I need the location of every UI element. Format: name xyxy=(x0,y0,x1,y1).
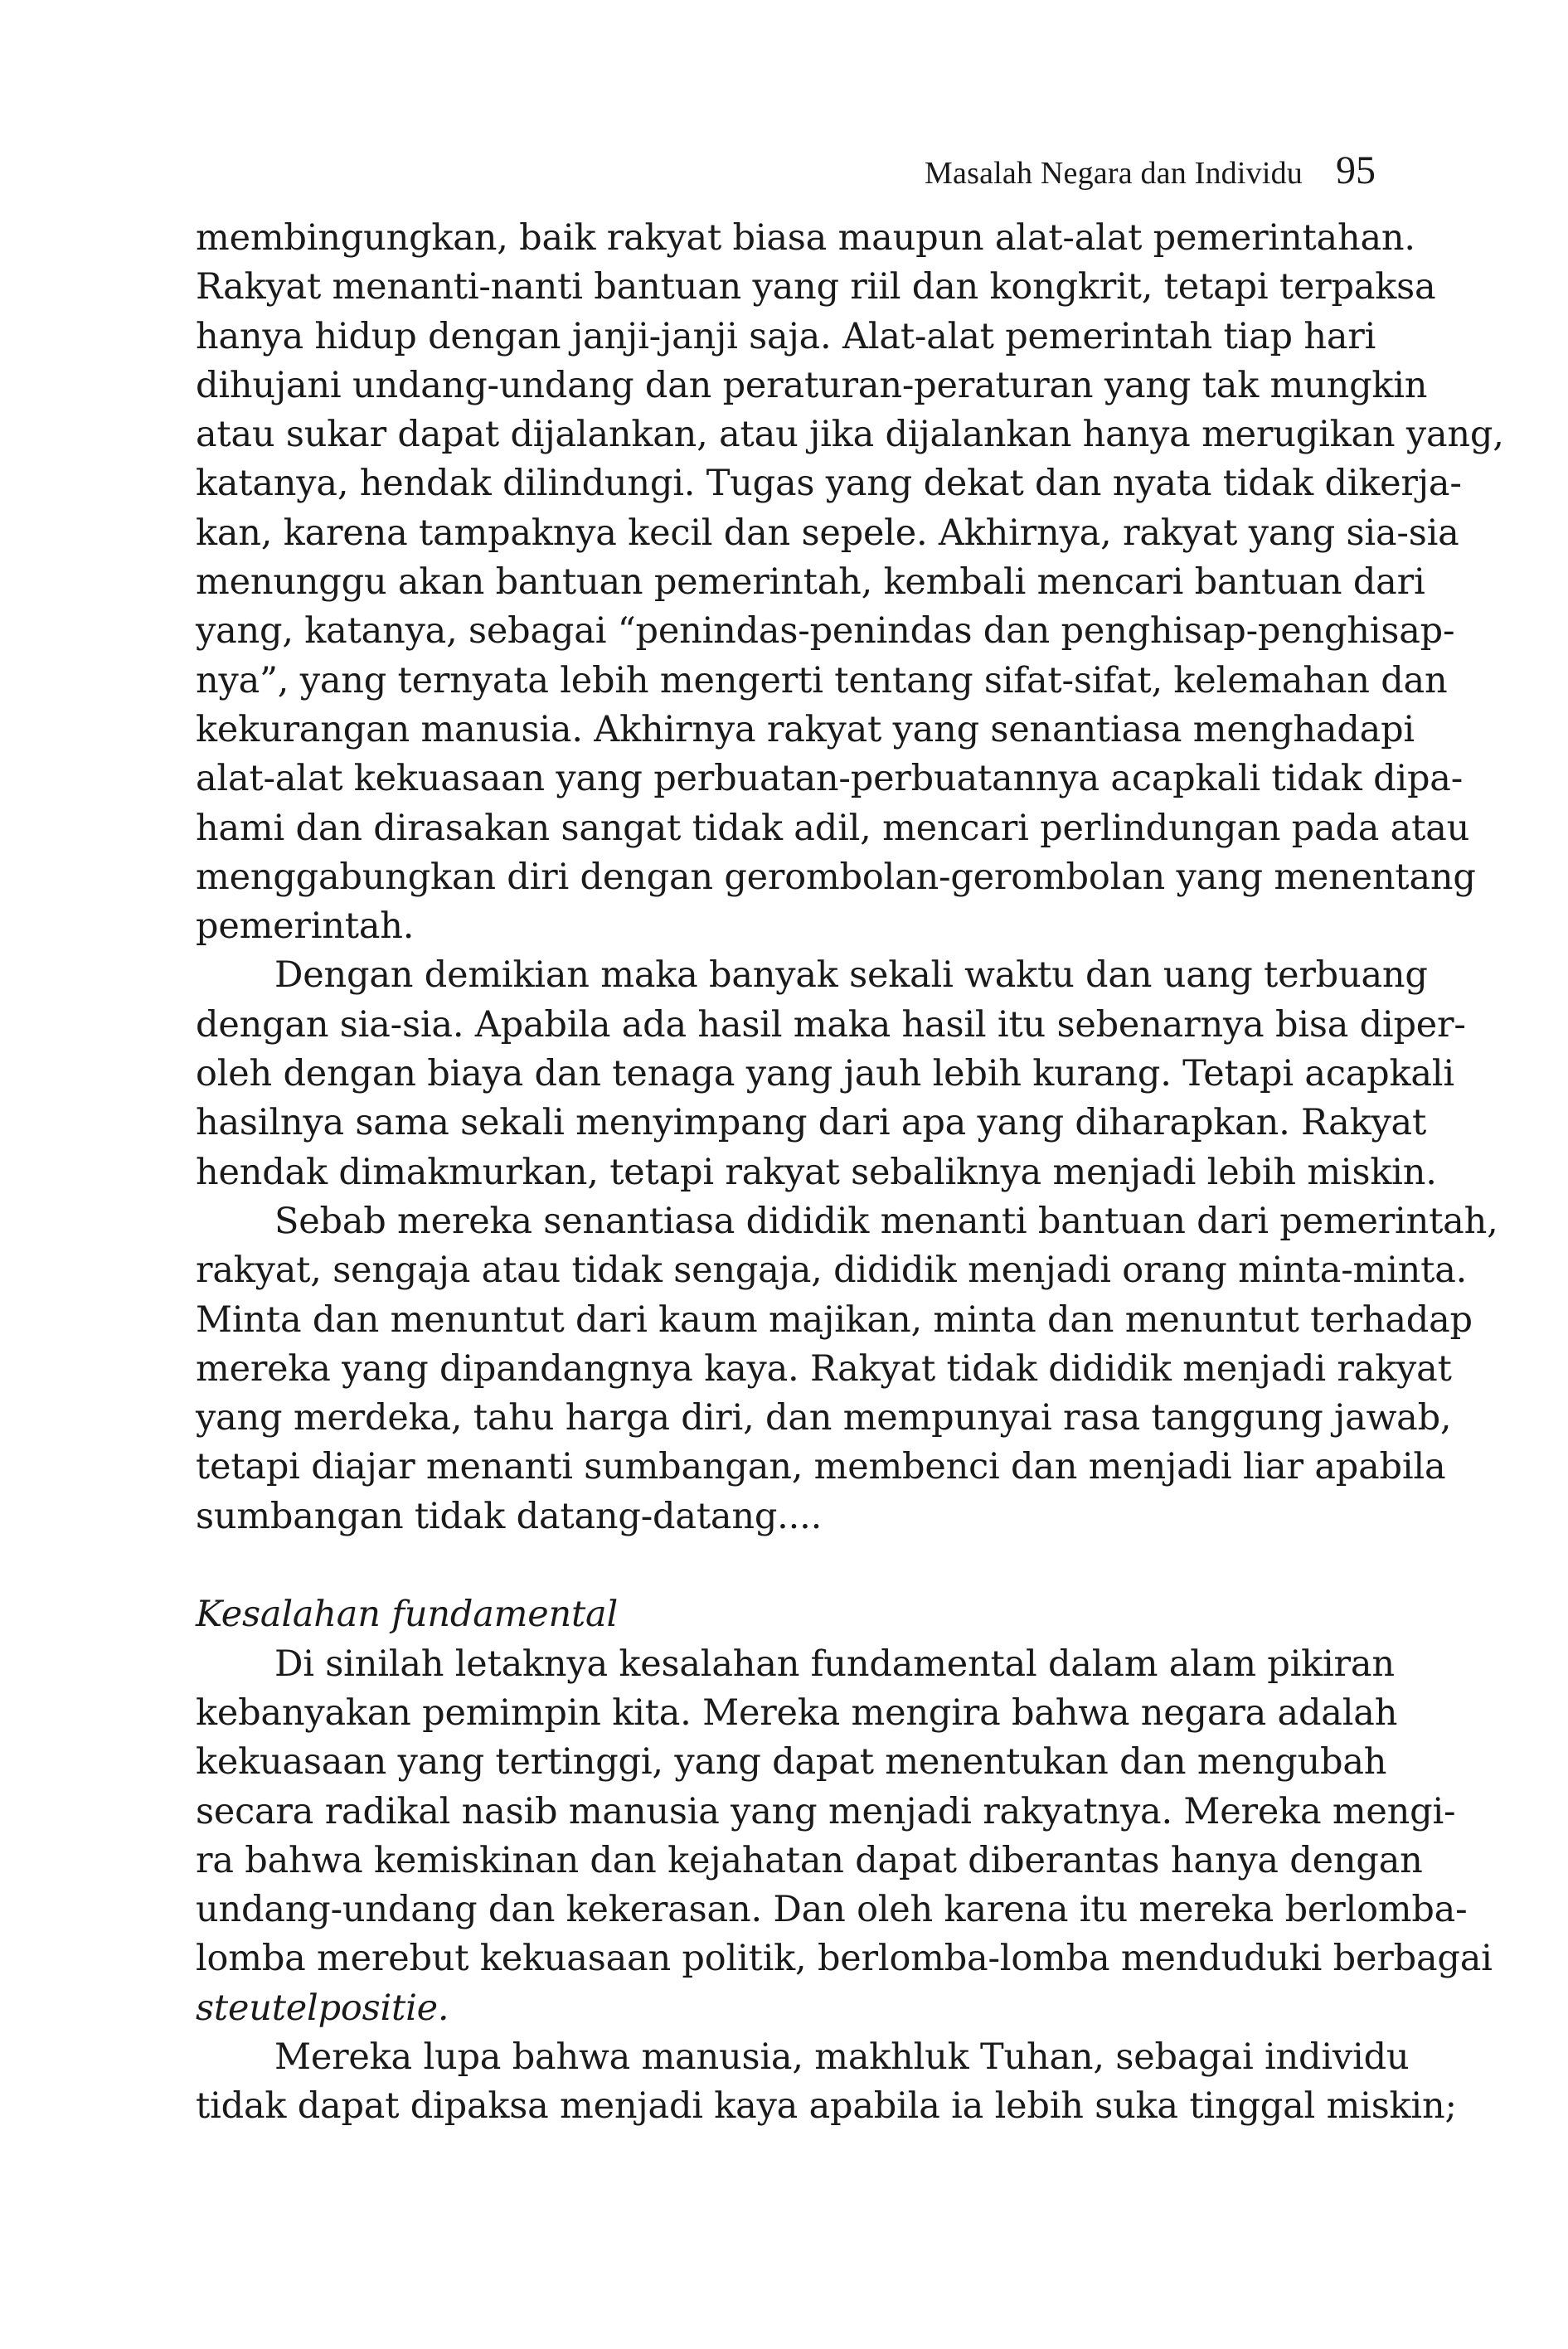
text-line: atau sukar dapat dijalankan, atau jika dijalankan hanya merugikan yang, xyxy=(196,414,1504,456)
text-line: oleh dengan biaya dan tenaga yang jauh lebih kurang. Tetapi acapkali xyxy=(196,1053,1454,1095)
text-line: hami dan dirasakan sangat tidak adil, mencari perlindungan pada atau xyxy=(196,807,1470,849)
page-number: 95 xyxy=(1336,148,1376,192)
text-line: rakyat, sengaja atau tidak sengaja, dididik menjadi orang minta-minta. xyxy=(196,1250,1468,1292)
paragraph-4 xyxy=(196,1640,1493,2033)
text-line: yang, katanya, sebagai “penindas-penindas dan penghisap-penghisap- xyxy=(196,610,1455,653)
text-line: steutelpositie. xyxy=(196,1987,449,2029)
text-line: tetapi diajar menanti sumbangan, membenci dan menjadi liar apabila xyxy=(196,1446,1446,1488)
text-line: ra bahwa kemiskinan dan kejahatan dapat diberantas hanya dengan xyxy=(196,1839,1423,1881)
text-line: yang merdeka, tahu harga diri, dan mempunyai rasa tanggung jawab, xyxy=(196,1397,1452,1439)
text-line: Dengan demikian maka banyak sekali waktu dan uang terbuang xyxy=(274,954,1428,997)
paragraph-3 xyxy=(196,1197,1498,1541)
running-title: Masalah Negara dan Individu xyxy=(925,156,1303,191)
text-line: kekuasaan yang tertinggi, yang dapat menentukan dan mengubah xyxy=(196,1741,1387,1784)
paragraph-2 xyxy=(196,951,1466,1196)
text-line: hendak dimakmurkan, tetapi rakyat sebaliknya menjadi lebih miskin. xyxy=(196,1151,1437,1193)
text-line: Rakyat menanti-nanti bantuan yang riil dan kongkrit, tetapi terpaksa xyxy=(196,266,1436,308)
section-spacer xyxy=(196,1541,1375,1590)
text-line: katanya, hendak dilindungi. Tugas yang dekat dan nyata tidak dikerja- xyxy=(196,463,1462,505)
text-line: hanya hidup dengan janji-janji saja. Alat-alat pemerintah tiap hari xyxy=(196,315,1376,357)
text-line: kan, karena tampaknya kecil dan sepele. Akhirnya, rakyat yang sia-sia xyxy=(196,512,1459,554)
text-line: nya”, yang ternyata lebih mengerti tentang sifat-sifat, kelemahan dan xyxy=(196,659,1448,701)
paragraph-1 xyxy=(196,214,1504,951)
text-line: kebanyakan pemimpin kita. Mereka mengira bahwa negara adalah xyxy=(196,1691,1398,1734)
section-heading: Kesalahan fundamental xyxy=(196,1594,619,1636)
text-line: kekurangan manusia. Akhirnya rakyat yang senantiasa menghadapi xyxy=(196,708,1415,750)
text-line: menggabungkan diri dengan gerombolan-gerombolan yang menentang xyxy=(196,856,1476,898)
text-line: Mereka lupa bahwa manusia, makhluk Tuhan, sebagai individu xyxy=(274,2036,1410,2078)
text-line: lomba merebut kekuasaan politik, berlomba-lomba menduduki berbagai xyxy=(196,1938,1493,1980)
text-line: Minta dan menuntut dari kaum majikan, minta dan menuntut terhadap xyxy=(196,1298,1473,1341)
text-line: undang-undang dan kekerasan. Dan oleh karena itu mereka berlomba- xyxy=(196,1889,1468,1931)
text-line: menunggu akan bantuan pemerintah, kembali mencari bantuan dari xyxy=(196,561,1425,604)
text-line: dihujani undang-undang dan peraturan-peraturan yang tak mungkin xyxy=(196,364,1428,406)
text-line: tidak dapat dipaksa menjadi kaya apabila ia lebih suka tinggal miskin; xyxy=(196,2085,1457,2128)
text-line: alat-alat kekuasaan yang perbuatan-perbuatannya acapkali tidak dipa- xyxy=(196,758,1464,800)
text-line: membingungkan, baik rakyat biasa maupun alat-alat pemerintahan. xyxy=(196,217,1415,259)
text-line: mereka yang dipandangnya kaya. Rakyat tidak dididik menjadi rakyat xyxy=(196,1347,1452,1390)
running-header xyxy=(925,148,1376,193)
body-text xyxy=(196,214,1504,2132)
text-line: dengan sia-sia. Apabila ada hasil maka hasil itu sebenarnya bisa diper- xyxy=(196,1003,1466,1046)
text-line: hasilnya sama sekali menyimpang dari apa yang diharapkan. Rakyat xyxy=(196,1102,1427,1144)
text-line: secara radikal nasib manusia yang menjadi rakyatnya. Mereka mengi- xyxy=(196,1790,1456,1832)
text-line: Sebab mereka senantiasa dididik menanti bantuan dari pemerintah, xyxy=(274,1200,1498,1242)
text-line: pemerintah. xyxy=(196,905,415,948)
text-line: Di sinilah letaknya kesalahan fundamental dalam alam pikiran xyxy=(274,1643,1395,1685)
text-line: sumbangan tidak datang-datang.... xyxy=(196,1495,823,1537)
paragraph-5 xyxy=(196,2033,1457,2132)
